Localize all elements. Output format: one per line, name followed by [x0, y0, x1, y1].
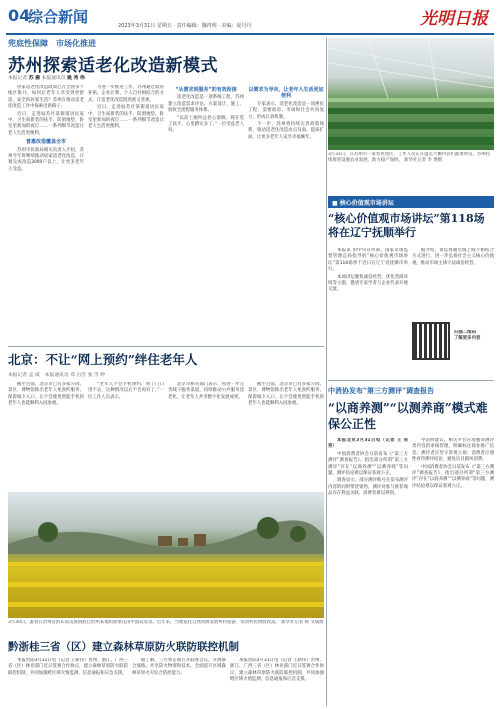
survey-headline-wrap [328, 400, 494, 434]
greenhouse-photo [328, 38, 494, 150]
rapeseed-credit: 新华社记者 杨 文斌摄 [281, 620, 324, 625]
lead-col-2: 为进一步推进工作，苏州通过政府补贴、企业让利、个人自付相结合的方式，让适老化改造既兜底又普惠。 近日，走进姑苏区某街道居民家中，卫生间新装的扶手、防滑地垫，卧室里新加的夜灯……一系列细节改造让老人生活更便利。 [88, 85, 164, 130]
column-divider [326, 38, 327, 706]
boxed-col-2: 据介绍，讲坛将通过线上线下相结合方式进行，进一步弘扬社会主义核心价值观，推动市场主体守法诚信经营。 [412, 248, 494, 266]
fire-col-1: 本报贵阳3月31日电（记者 王新伟）贵州、浙江、广西三省（区）林业部门近日签署合作协议，建立森林草原防火联防联控机制，共同加强跨区域火情监测、信息通报和应急支援。 [8, 658, 128, 676]
survey-kicker-wrap [328, 386, 494, 398]
lead-col-1: 居家适老化改造政策已在全国多个地区推开，如何让老年人享受到更舒适、安全的居家生活？苏州在推动适老化改造工作中探索出新路子。 近日，走进姑苏区某街道居民家中，卫生间新装的扶手、防滑地垫，卧室里新加的夜灯……一系列细节改造让老人生活更便利。 普惠改造覆盖全市 苏州市民政局相关负责人介绍，苏州今年将继续推动居家适老化改造，计划完成改造3000户以上，让更多老年人受益。 [8, 85, 84, 172]
fire-col-2: 据了解，三方将定期召开联席会议，开展联合演练，共享防火物资和技术，全面提升区域森林草原火灾综合防控能力。 [132, 658, 226, 676]
dateline: 2023年3月31日 星期五 · 责任编辑：魏再明 · 美编：夏丹丹 [118, 23, 252, 29]
greenhouse-illustration [328, 38, 494, 150]
lead-subhead-1: 普惠改造覆盖全市 [25, 139, 66, 146]
lead-headline-wrap [8, 51, 324, 75]
newspaper-logo: 光明日报 [420, 9, 488, 29]
fire-headline-wrap [8, 640, 324, 658]
survey-col-1: 本报北京3月31日电（记者 王 昊 男） 中国消费者协会日前发布《“第三方测评”调查报告》，指出部分所谓“第三方测评”存在“以商养测”“以测养商”等问题，测评结论难以保证客观公正。 调查显示，部分测评账号在发布测评内容的同时带货销售，测评对象与推荐商品存在利益关联，消费者难以辨别。 [328, 438, 408, 497]
boxed-headline: “核心价值观市场讲坛”第118场将在辽宁抚顺举行 [328, 212, 485, 239]
beijing-col-2: “老年人不会手机预约，到了门口进不去，这种情况以后不会再有了。”一位工作人员表示。 [88, 382, 164, 400]
rapeseed-caption: 3月30日，游客在贵州省黔东南苗族侗族自治州某地的油菜花田中游玩赏景。近年来，当地依托自然资源发展乡村旅游，带动村民增收致富。 新华社记者 杨 文斌摄 [8, 620, 324, 625]
divider [328, 380, 494, 381]
fire-col-3: 本报贵阳3月31日电（记者 王新伟）贵州、浙江、广西三省（区）林业部门近日签署合作协议，建立森林草原防火联防联控机制，共同加强跨区域火情监测、信息通报和应急支援。 [230, 658, 324, 683]
divider [8, 346, 324, 347]
column-label: ■ 核心价值观市场讲坛 [328, 196, 494, 208]
lead-subhead-2: “从需求到服务”的有效衔接 [175, 87, 237, 93]
beijing-col-4: 截至目前，北京市已有多家公园、景区、博物馆推出老年人免预约服务，保留线下入口，让不会使用智能手机的老年人也能顺利入园参观。 [248, 382, 324, 407]
rapeseed-photo [8, 492, 324, 618]
lead-kicker: 兜底性保障 市场化推进 [8, 38, 96, 48]
beijing-byline: 本报记者 孟 威 本报通讯员 邓 白雪 张 雪 婷 [8, 373, 106, 378]
greenhouse-caption: 3月31日，在苏州市一家农业园区，工作人员正在温室大棚内管护蔬菜幼苗。苏州持续推进设施农业发展，助力稳产保供。 新华社记者 李 博摄 [328, 152, 491, 163]
masthead-rule [6, 33, 494, 35]
beijing-col-1: 截至目前，北京市已有多家公园、景区、博物馆推出老年人免预约服务，保留线下入口，让不会使用智能手机的老年人也能顺利入园参观。 [8, 382, 84, 407]
greenhouse-credit: 新华社记者 李 博摄 [404, 158, 442, 163]
rapeseed-illustration [8, 492, 324, 618]
masthead [0, 0, 500, 34]
survey-kicker: 中消协发布“第三方测评”调查报告 [328, 386, 435, 395]
beijing-headline-wrap [8, 350, 324, 370]
boxed-col-1: 本报讯 由中央宣传部、国家市场监督管理总局指导的“核心价值观市场讲坛”第118场将于近日在辽宁省抚顺市举行。 本场讲坛聚焦诚信经营、优化营商环境等主题，邀请专家学者与企业代表开展交流。 [328, 248, 408, 293]
lead-subhead-3: 以需求为导向，让老年人生活更加便利 [248, 87, 324, 100]
page-number: 04 [8, 6, 31, 25]
boxed-headline-wrap [328, 212, 494, 246]
beijing-col-3: 北京市相关部门表示，将进一步完善线下服务渠道，持续推动公共服务适老化，让老年人共享数字化发展成果。 [168, 382, 244, 400]
beijing-headline: 北京：不让“网上预约”绊住老年人 [8, 352, 198, 367]
section-title: 综合新闻 [28, 8, 89, 26]
lead-headline: 苏州探索适老化改造新模式 [8, 56, 218, 75]
fire-headline: 黔浙桂三省（区）建立森林草原防火联防联控机制 [8, 641, 239, 653]
lead-col-4: 以需求为导向，让老年人生活更加便利 专家表示，适老化改造是一项惠民工程，需要政府、市场和社会共同发力，形成长效机制。 下一步，苏州将持续完善政策体系，推动适老化改造由点及面、提质扩面，让更多老年人安享幸福晚年。 [248, 87, 324, 140]
lead-col-3: “从需求到服务”的有效衔接 适老化改造是一项系统工程，苏州建立改造需求评估、方案设计、施工、验收全流程服务体系。 “以前上厕所总担心滑倒，现在装了扶手，心里踏实多了。”一位受益老人说。 [168, 87, 244, 134]
survey-col-2: 中消协建议，相关平台应加强对测评类内容的审核管理，明确标注商业推广信息；测评者应坚守客观立场；消费者应理性看待测评结论，避免盲目跟风消费。 中国消费者协会日前发布《“第三方测评”调查报告》，指出部分所谓“第三方测评”存在“以商养测”“以测养商”等问题，测评结论难以保证客观公正。 [412, 438, 494, 489]
lead-byline: 本报记者 苏 雁 本报通讯员 姚 秀 伟 [8, 76, 85, 81]
survey-headline: “以商养测”“以测养商”模式难保公正性 [328, 401, 488, 431]
qr-caption: 扫描二维码 了解更多内容 [454, 330, 481, 341]
qr-code[interactable] [412, 322, 450, 360]
